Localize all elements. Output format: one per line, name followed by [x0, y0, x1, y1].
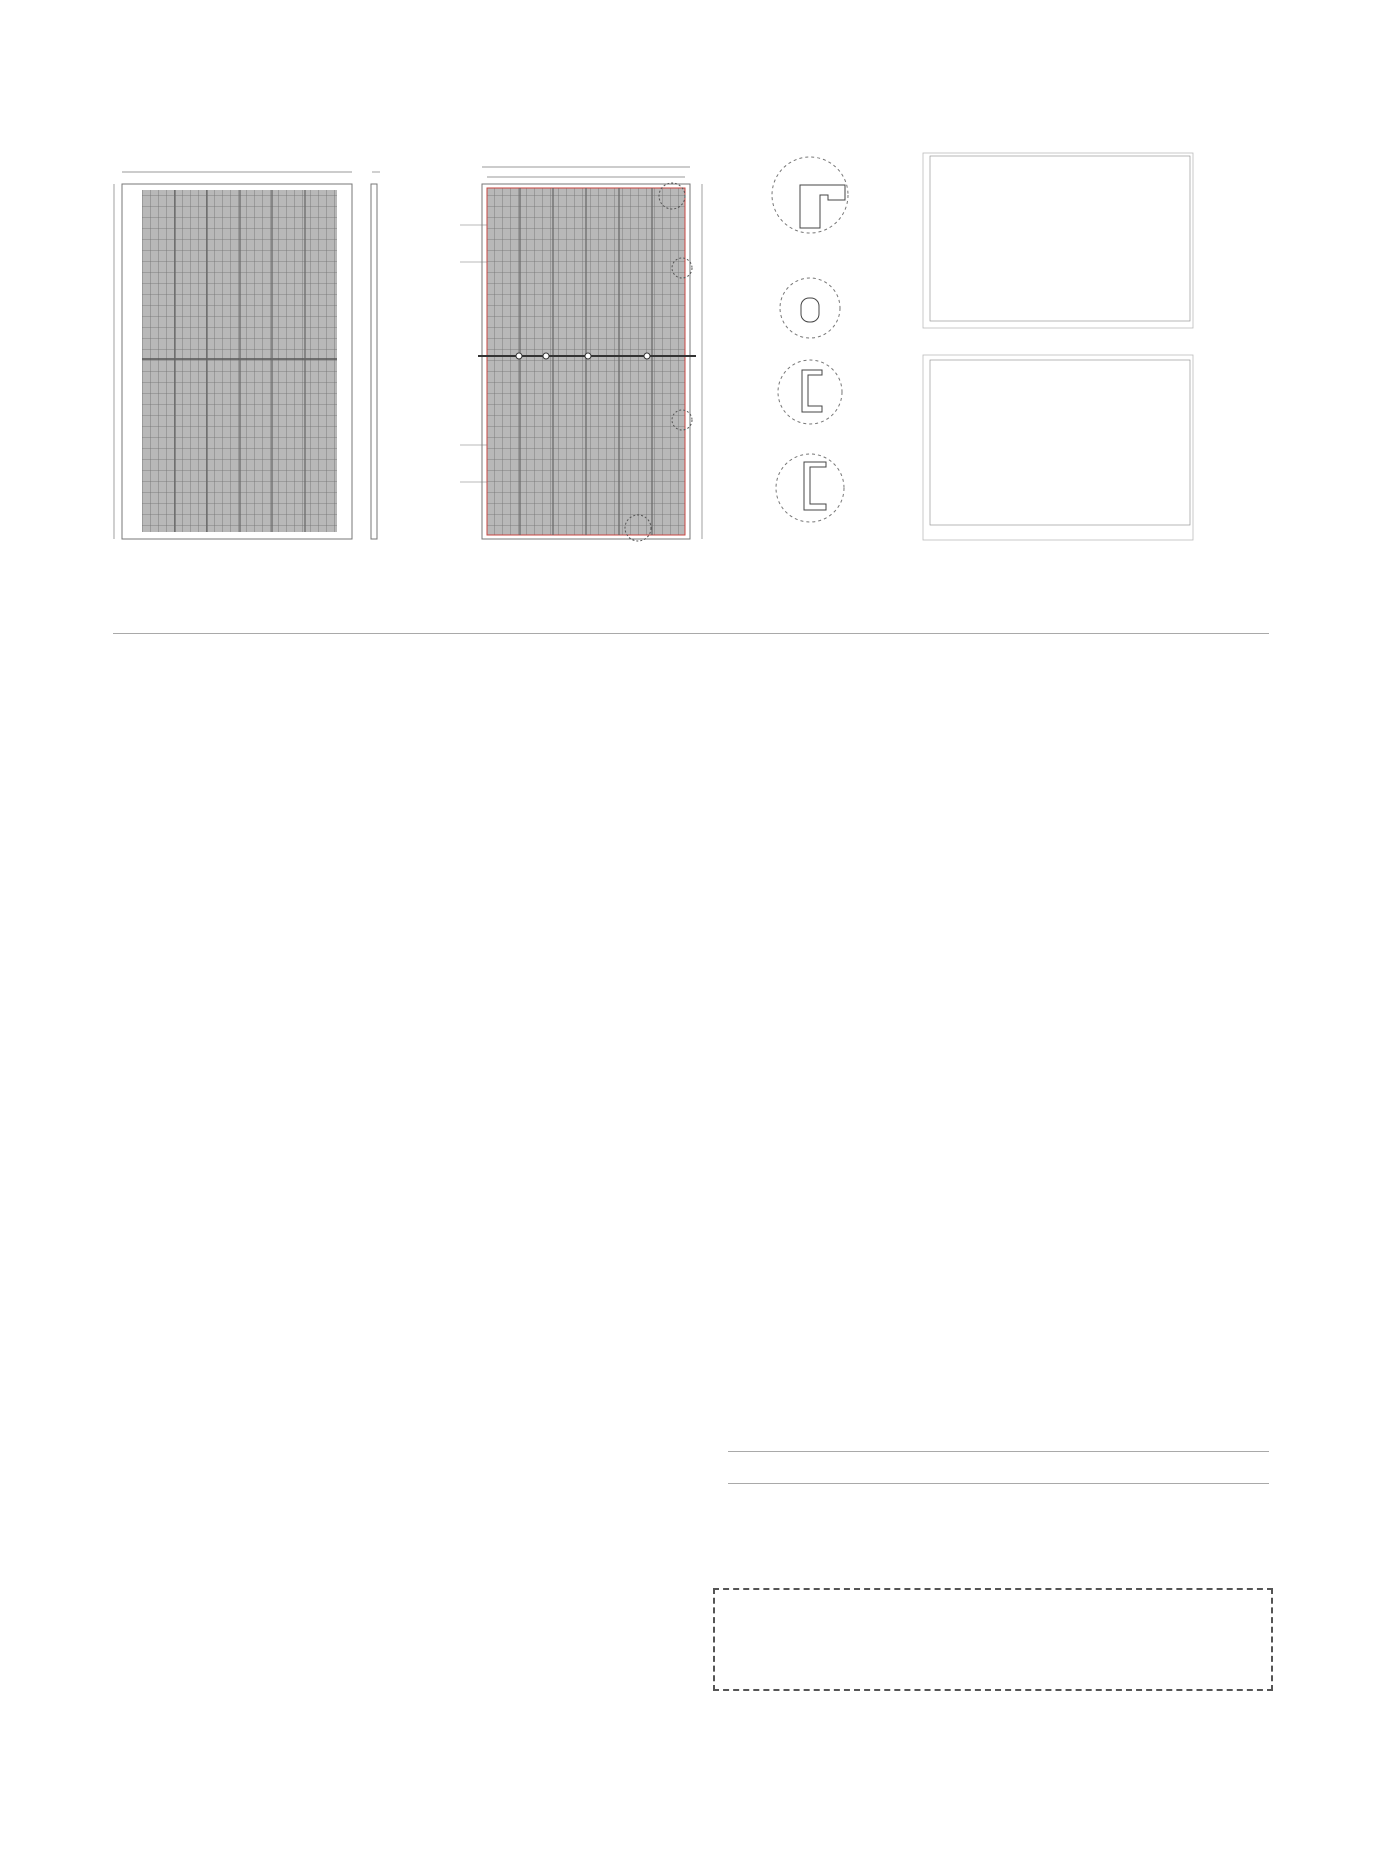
model-header-6 [1025, 594, 1148, 634]
packing-table [728, 1451, 1269, 1484]
iv-curve-charts [920, 150, 1195, 545]
partner-box [713, 1588, 1273, 1691]
packing-value [943, 1452, 1269, 1484]
side-view [371, 184, 377, 539]
model-header-4 [779, 594, 902, 634]
packing-row [728, 1452, 1269, 1484]
model-type-label [113, 594, 410, 634]
stc-header-row [113, 594, 1269, 634]
model-header-3 [656, 594, 779, 634]
model-header-5 [902, 594, 1025, 634]
model-header-1 [410, 594, 533, 634]
model-header-2 [533, 594, 656, 634]
model-header-7 [1148, 594, 1269, 634]
pv-drawings [110, 140, 890, 555]
stc-table [113, 594, 1269, 634]
packing-label [728, 1452, 943, 1484]
